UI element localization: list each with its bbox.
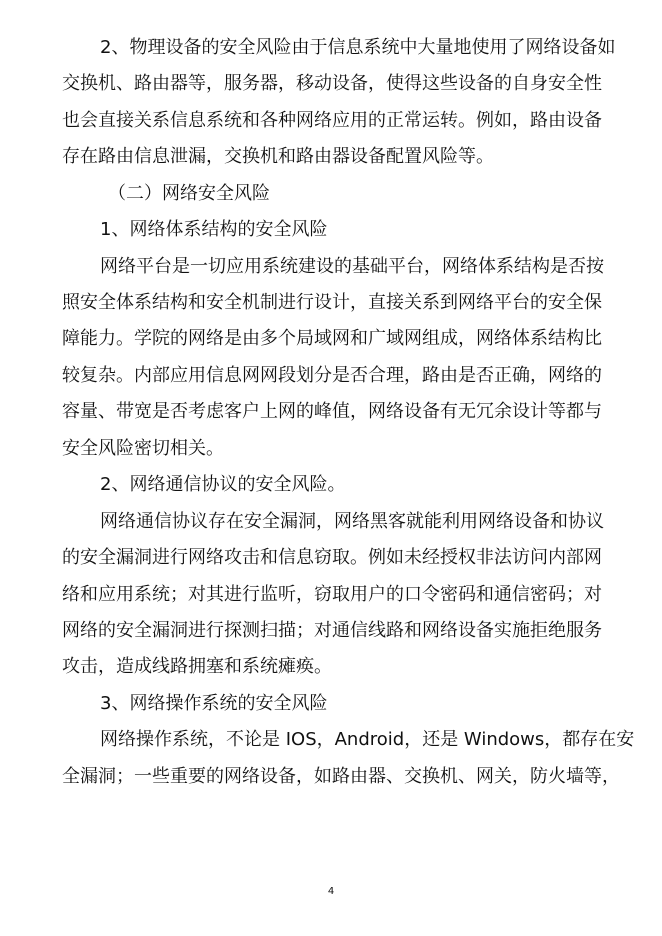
paragraph-line: 交换机、路由器等，服务器，移动设备，使得这些设备的自身安全性 <box>62 73 602 94</box>
paragraph-line: 络和应用系统；对其进行监听，窃取用户的口令密码和通信密码；对 <box>62 584 602 605</box>
paragraph-line: 安全风险密切相关。 <box>62 438 224 459</box>
paragraph-line: 攻击，造成线路拥塞和系统瘫痪。 <box>62 656 332 677</box>
paragraph-line: 存在路由信息泄漏，交换机和路由器设备配置风险等。 <box>62 146 494 167</box>
paragraph-line: 网络平台是一切应用系统建设的基础平台，网络体系结构是否按 <box>100 256 604 277</box>
paragraph-line: 2、物理设备的安全风险由于信息系统中大量地使用了网络设备如 <box>100 37 616 58</box>
paragraph-line: 全漏洞；一些重要的网络设备，如路由器、交换机、网关，防火墙等， <box>62 766 620 787</box>
paragraph-line: 也会直接关系信息系统和各种网络应用的正常运转。例如，路由设备 <box>62 110 602 131</box>
paragraph-line: 的安全漏洞进行网络攻击和信息窃取。例如未经授权非法访问内部网 <box>62 547 602 568</box>
subsection-heading: 1、网络体系结构的安全风险 <box>100 219 328 240</box>
paragraph-line: 容量、带宽是否考虑客户上网的峰值，网络设备有无冗余设计等都与 <box>62 401 602 422</box>
subsection-heading: 3、网络操作系统的安全风险 <box>100 693 328 714</box>
page-number: 4 <box>327 886 335 897</box>
section-heading: （二）网络安全风险 <box>108 183 270 204</box>
paragraph-line: 障能力。学院的网络是由多个局域网和广域网组成，网络体系结构比 <box>62 328 602 349</box>
subsection-heading: 2、网络通信协议的安全风险。 <box>100 474 346 495</box>
paragraph-line: 网络操作系统，不论是 IOS，Android，还是 Windows，都存在安 <box>100 729 635 750</box>
paragraph-line: 较复杂。内部应用信息网网段划分是否合理，路由是否正确，网络的 <box>62 365 602 386</box>
paragraph-line: 网络的安全漏洞进行探测扫描；对通信线路和网络设备实施拒绝服务 <box>62 620 602 641</box>
paragraph-line: 照安全体系结构和安全机制进行设计，直接关系到网络平台的安全保 <box>62 292 602 313</box>
paragraph-line: 网络通信协议存在安全漏洞，网络黑客就能利用网络设备和协议 <box>100 511 604 532</box>
